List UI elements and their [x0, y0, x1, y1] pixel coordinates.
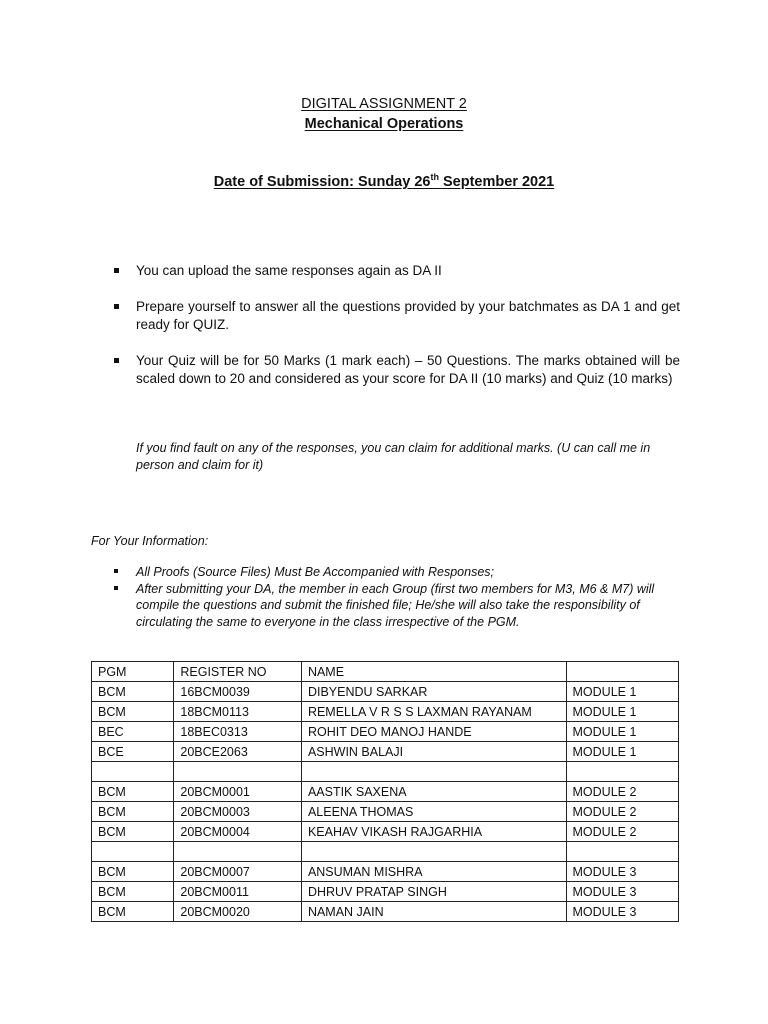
instruction-list — [110, 262, 680, 406]
claim-note: If you find fault on any of the responses, you can claim for additional marks. (U can call me in person and claim for it) — [136, 441, 651, 472]
square-bullet-icon — [114, 304, 119, 309]
instruction-text: You can upload the same responses again as DA II — [136, 263, 442, 278]
table-header-row — [92, 662, 679, 682]
cell-module: MODULE 1 — [566, 682, 678, 702]
fyi-text: All Proofs (Source Files) Must Be Accompanied with Responses; — [136, 565, 495, 579]
cell-name: ALEENA THOMAS — [301, 802, 566, 822]
cell-pgm: BCM — [92, 902, 174, 922]
instruction-text: Prepare yourself to answer all the questions provided by your batchmates as DA 1 and get ready for QUIZ. — [136, 298, 680, 332]
instruction-text: Your Quiz will be for 50 Marks (1 mark each) – 50 Questions. The marks obtained will be scaled down to 20 and considered as your score for DA II (10 marks) and Quiz (10 marks) — [136, 352, 680, 386]
cell-pgm: BCM — [92, 882, 174, 902]
cell-module: MODULE 1 — [566, 702, 678, 722]
cell-register-no: 20BCM0011 — [174, 882, 302, 902]
cell-register-no: 20BCM0007 — [174, 862, 302, 882]
cell-pgm: BCM — [92, 802, 174, 822]
cell-register-no — [174, 842, 302, 862]
cell-pgm: BCM — [92, 862, 174, 882]
cell-module — [566, 842, 678, 862]
square-bullet-icon — [114, 569, 118, 573]
submission-date-prefix: Date of Submission: Sunday 26 — [213, 174, 431, 190]
submission-date-suffix: September 2021 — [438, 174, 555, 190]
fyi-item — [110, 564, 680, 581]
cell-name: REMELLA V R S S LAXMAN RAYANAM — [301, 702, 566, 722]
cell-pgm: BCM — [92, 822, 174, 842]
cell-register-no: 20BCM0001 — [174, 782, 302, 802]
fyi-list — [110, 564, 680, 630]
fyi-item — [110, 581, 680, 631]
table-row — [92, 822, 679, 842]
table-row — [92, 882, 679, 902]
title-block — [0, 94, 768, 134]
cell-module: MODULE 2 — [566, 822, 678, 842]
instruction-item — [110, 352, 680, 389]
cell-register-no: 20BCE2063 — [174, 742, 302, 762]
cell-register-no: 16BCM0039 — [174, 682, 302, 702]
submission-date — [0, 174, 768, 190]
cell-name: ASHWIN BALAJI — [301, 742, 566, 762]
fyi-text: After submitting your DA, the member in each Group (first two members for M3, M6 & M7) will compile the questions and submit the finished file; He/she will also take the responsibility of circulating the same to everyone in the class irrespective of the PGM. — [136, 581, 655, 629]
square-bullet-icon — [114, 268, 119, 273]
fyi-heading: For Your Information: — [91, 534, 209, 548]
table-row — [92, 742, 679, 762]
cell-name: ANSUMAN MISHRA — [301, 862, 566, 882]
cell-register-no: 18BCM0113 — [174, 702, 302, 722]
table-row — [92, 902, 679, 922]
cell-module: MODULE 1 — [566, 722, 678, 742]
table-row-empty — [92, 842, 679, 862]
submission-date-sup: th — [430, 172, 439, 183]
cell-name: DIBYENDU SARKAR — [301, 682, 566, 702]
cell-register-no: 18BEC0313 — [174, 722, 302, 742]
cell-pgm: BCM — [92, 702, 174, 722]
cell-pgm — [92, 842, 174, 862]
cell-name — [301, 762, 566, 782]
header-name: NAME — [301, 662, 566, 682]
cell-module: MODULE 3 — [566, 902, 678, 922]
group-roster-table — [91, 661, 679, 922]
cell-module — [566, 762, 678, 782]
cell-name: AASTIK SAXENA — [301, 782, 566, 802]
instruction-item — [110, 298, 680, 335]
cell-module: MODULE 2 — [566, 782, 678, 802]
table-row — [92, 702, 679, 722]
header-module — [566, 662, 678, 682]
cell-register-no — [174, 762, 302, 782]
table-row — [92, 682, 679, 702]
cell-module: MODULE 3 — [566, 882, 678, 902]
header-pgm: PGM — [92, 662, 174, 682]
cell-register-no: 20BCM0004 — [174, 822, 302, 842]
cell-module: MODULE 2 — [566, 802, 678, 822]
cell-register-no: 20BCM0003 — [174, 802, 302, 822]
table-row-empty — [92, 762, 679, 782]
cell-pgm: BCE — [92, 742, 174, 762]
cell-register-no: 20BCM0020 — [174, 902, 302, 922]
instruction-item — [110, 262, 680, 281]
table-row — [92, 862, 679, 882]
square-bullet-icon — [114, 586, 118, 590]
cell-module: MODULE 3 — [566, 862, 678, 882]
cell-pgm: BCM — [92, 782, 174, 802]
cell-name — [301, 842, 566, 862]
square-bullet-icon — [114, 358, 119, 363]
cell-name: ROHIT DEO MANOJ HANDE — [301, 722, 566, 742]
cell-name: DHRUV PRATAP SINGH — [301, 882, 566, 902]
table-row — [92, 802, 679, 822]
document-subtitle: Mechanical Operations — [304, 116, 464, 132]
document-title: DIGITAL ASSIGNMENT 2 — [301, 96, 467, 112]
table-row — [92, 722, 679, 742]
cell-pgm: BCM — [92, 682, 174, 702]
header-register-no: REGISTER NO — [174, 662, 302, 682]
cell-name: NAMAN JAIN — [301, 902, 566, 922]
cell-pgm — [92, 762, 174, 782]
cell-pgm: BEC — [92, 722, 174, 742]
cell-name: KEAHAV VIKASH RAJGARHIA — [301, 822, 566, 842]
table-row — [92, 782, 679, 802]
cell-module: MODULE 1 — [566, 742, 678, 762]
